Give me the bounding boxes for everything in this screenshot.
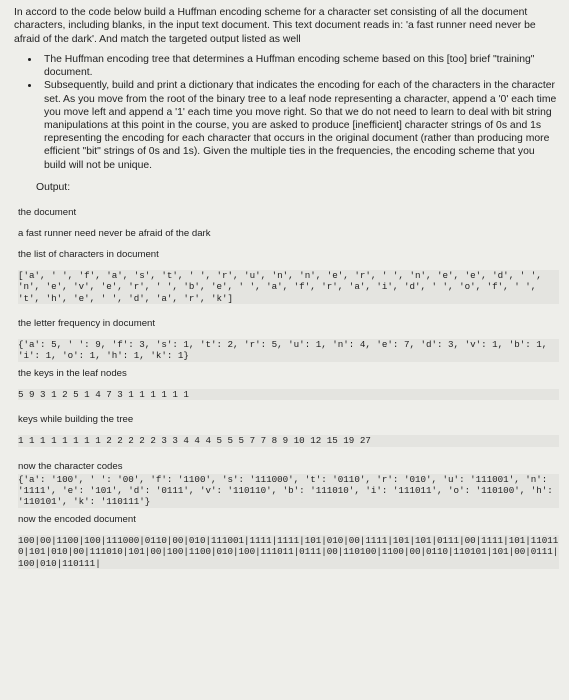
output-section bbox=[14, 207, 559, 569]
leaf-keys-heading: the keys in the leaf nodes bbox=[18, 367, 127, 379]
frequency-heading: the letter frequency in document bbox=[18, 317, 156, 329]
output-label: Output: bbox=[36, 181, 71, 193]
intro-paragraph: In accord to the code below build a Huffman encoding scheme for a character set consisting of all the document characters, including blanks, in the input text document. This text document reads in: 'a fast runner need never be afraid of the dark'. And match the targeted output listed as well bbox=[14, 7, 536, 45]
instruction-item: • The Huffman encoding tree that determines a Huffman encoding scheme based on this [too] brief "training" document. bbox=[40, 53, 559, 79]
instruction-item: • Subsequently, build and print a dictionary that indicates the encoding for each of the characters in the character set. As you move from the root of the binary tree to a leaf node representing a character, append a '0' each time you move left and append a '1' each time you move right. So that we do not need to learn to deal with bit string manipulations at this point in the course, you are asked to produce [inefficient] character strings of 0s and 1s representing the encoding for each character that occurs in the original document (rather than producing more efficient "bit" strings of 0s and 1s). Given the multiple ties in the frequencies, the encoding scheme that you build will not be unique. bbox=[40, 79, 559, 171]
codes-dict: {'a': '100', ' ': '00', 'f': '1100', 's': '111000', 't': '0110', 'r': '010', 'u': '111001', 'n': '1111', 'e': '101', 'd': '0111', 'v': '110110', 'b': '111010', 'i': '111011', 'o': '110100', 'h': '110101', 'k': '110111'} bbox=[18, 474, 559, 508]
frequency-dict: {'a': 5, ' ': 9, 'f': 3, 's': 1, 't': 2, 'r': 5, 'u': 1, 'n': 4, 'e': 7, 'd': 3, 'v': 1, 'b': 1, 'i': 1, 'o': 1, 'h': 1, 'k': 1} bbox=[18, 339, 559, 362]
build-keys-list: 1 1 1 1 1 1 1 1 2 2 2 2 2 3 3 4 4 4 5 5 5 7 7 8 9 10 12 15 19 27 bbox=[18, 435, 559, 446]
instruction-list bbox=[14, 53, 559, 172]
characters-list: ['a', ' ', 'f', 'a', 's', 't', ' ', 'r', 'u', 'n', 'n', 'e', 'r', ' ', 'n', 'e', 'e', 'd', ' ', 'n', 'e', 'v', 'e', 'r', ' ', 'b', 'e', ' ', 'a', 'f', 'r', 'a', 'i', 'd', ' ', 'o', 'f', ' ', 't', 'h', 'e', ' ', 'd', 'a', 'r', 'k'] bbox=[18, 270, 559, 304]
encoded-heading: now the encoded document bbox=[18, 513, 136, 525]
characters-heading: the list of characters in document bbox=[18, 248, 159, 260]
encoded-document: 100|00|1100|100|111000|0110|00|010|111001|1111|1111|101|010|00|1111|101|101|0111|00|1111|101|110110|101|010|00|111010|101|00|100|1100|010|100|111011|0111|00|110100|1100|00|0110|110101|101|00|0111|100|010|110111| bbox=[18, 534, 559, 569]
codes-heading: now the character codes bbox=[18, 460, 123, 472]
document-text: a fast runner need never be afraid of the dark bbox=[18, 227, 211, 239]
document-heading: the document bbox=[18, 206, 77, 218]
build-keys-heading: keys while building the tree bbox=[18, 414, 134, 426]
leaf-keys-list: 5 9 3 1 2 5 1 4 7 3 1 1 1 1 1 1 bbox=[18, 389, 559, 400]
